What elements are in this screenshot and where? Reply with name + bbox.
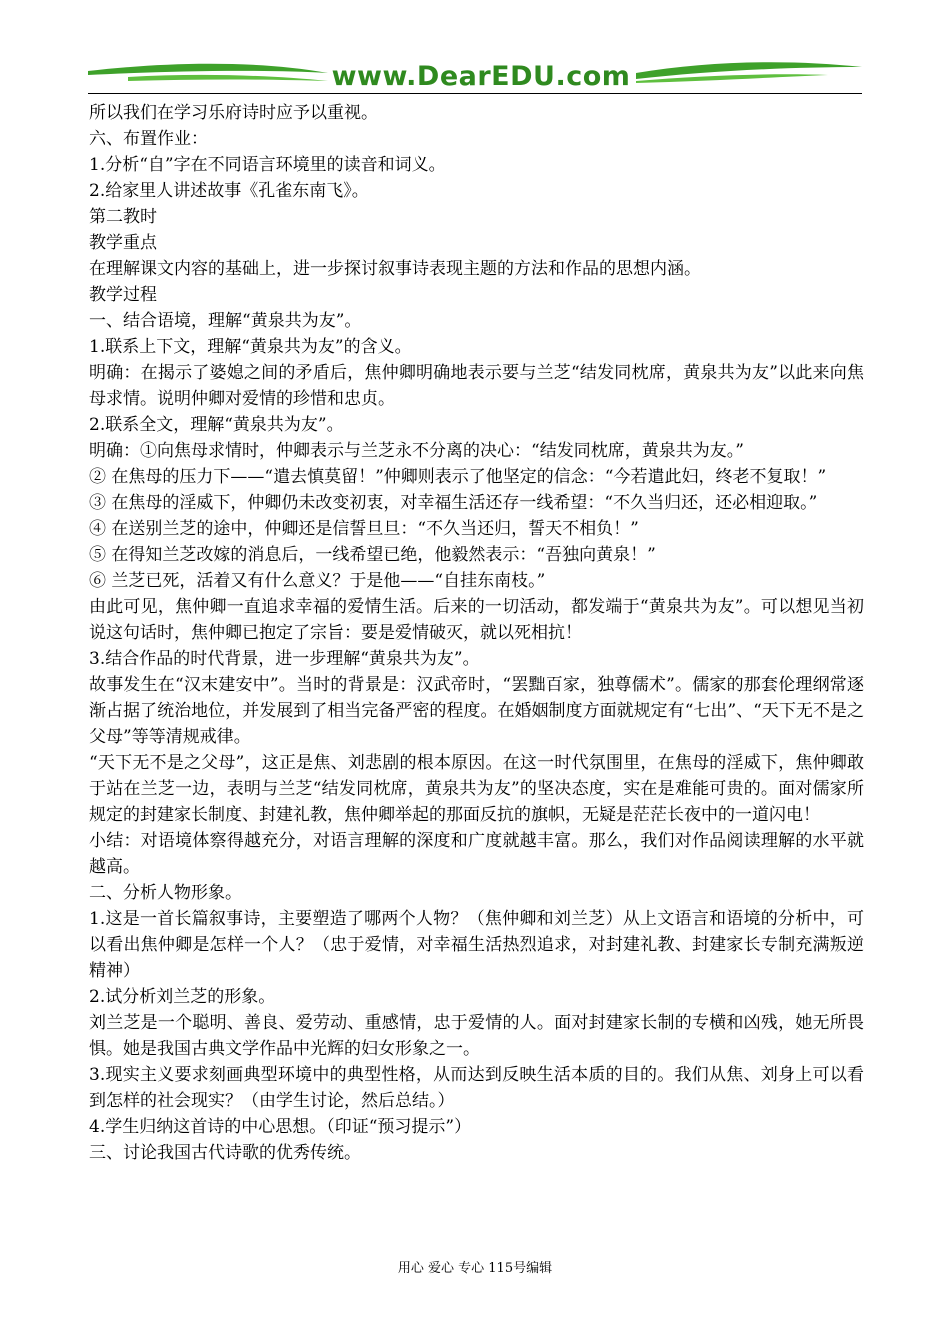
paragraph: 小结：对语境体察得越充分，对语言理解的深度和广度就越丰富。那么，我们对作品阅读理解的水平就越高。 xyxy=(89,831,864,877)
list-item: 1.分析“自”字在不同语言环境里的读音和词义。 xyxy=(89,155,446,175)
list-item: ⑤ 在得知兰芝改嫁的消息后，一线希望已绝，他毅然表示：“吾独向黄泉！” xyxy=(89,545,656,565)
paragraph: 在理解课文内容的基础上，进一步探讨叙事诗表现主题的方法和作品的思想内涵。 xyxy=(89,259,701,279)
list-item: 3.现实主义要求刻画典型环境中的典型性格，从而达到反映生活本质的目的。我们从焦、刘身上可以看到怎样的社会现实？（由学生讨论，然后总结。） xyxy=(89,1065,864,1111)
paragraph: 明确：①向焦母求情时，仲卿表示与兰芝永不分离的决心：“结发同枕席，黄泉共为友。” xyxy=(89,441,744,461)
header-rule xyxy=(88,93,862,94)
section-heading: 三、讨论我国古代诗歌的优秀传统。 xyxy=(89,1143,361,1163)
list-item: ② 在焦母的压力下——“遣去慎莫留！”仲卿则表示了他坚定的信念：“今若遣此妇，终老不复取！” xyxy=(89,467,827,487)
list-item: 3.结合作品的时代背景，进一步理解“黄泉共为友”。 xyxy=(89,649,480,669)
left-swoosh-tail xyxy=(128,75,328,81)
section-heading: 第二教时 xyxy=(89,207,157,227)
list-item: ⑥ 兰芝已死，活着又有什么意义？于是他——“自挂东南枝。” xyxy=(89,571,546,591)
list-item: 4.学生归纳这首诗的中心思想。（印证“预习提示”） xyxy=(89,1117,472,1137)
list-item: 1.联系上下文，理解“黄泉共为友”的含义。 xyxy=(89,337,412,357)
list-item: ④ 在送别兰芝的途中，仲卿还是信誓旦旦：“不久当还归，誓天不相负！” xyxy=(89,519,639,539)
paragraph: 由此可见，焦仲卿一直追求幸福的爱情生活。后来的一切活动，都发端于“黄泉共为友”。可以想见当初说这句话时，焦仲卿已抱定了宗旨：要是爱情破灭，就以死相抗！ xyxy=(89,597,864,643)
paragraph: 所以我们在学习乐府诗时应予以重视。 xyxy=(89,103,378,123)
paragraph: 明确：在揭示了婆媳之间的矛盾后，焦仲卿明确地表示要与兰芝“结发同枕席，黄泉共为友”以此来向焦母求情。说明仲卿对爱情的珍惜和忠贞。 xyxy=(89,363,864,409)
site-logo: www.DearEDU.com xyxy=(331,61,631,92)
list-item: 2.给家里人讲述故事《孔雀东南飞》。 xyxy=(89,181,369,201)
list-item: 2.联系全文，理解“黄泉共为友”。 xyxy=(89,415,344,435)
paragraph: “天下无不是之父母”，这正是焦、刘悲剧的根本原因。在这一时代氛围里，在焦母的淫威下，焦仲卿敢于站在兰芝一边，表明与兰芝“结发同枕席，黄泉共为友”的坚决态度，实在是难能可贵的。面对儒家所规定的封建家长制度、封建礼教，焦仲卿举起的那面反抗的旗帜，无疑是茫茫长夜中的一道闪电！ xyxy=(89,753,864,825)
list-item: ③ 在焦母的淫威下，仲卿仍未改变初衷，对幸福生活还存一线希望：“不久当归还，还必相迎取。” xyxy=(89,493,818,513)
page-header xyxy=(88,55,862,95)
document-body xyxy=(89,100,864,1166)
section-heading: 教学重点 xyxy=(89,233,157,253)
paragraph: 刘兰芝是一个聪明、善良、爱劳动、重感情，忠于爱情的人。面对封建家长制的专横和凶残，她无所畏惧。她是我国古典文学作品中光辉的妇女形象之一。 xyxy=(89,1013,864,1059)
section-heading: 二、分析人物形象。 xyxy=(89,883,242,903)
list-item: 2.试分析刘兰芝的形象。 xyxy=(89,987,276,1007)
paragraph: 故事发生在“汉末建安中”。当时的背景是：汉武帝时，“罢黜百家，独尊儒术”。儒家的那套伦理纲常逐渐占据了统治地位，并发展到了相当完备严密的程度。在婚姻制度方面就规定有“七出”、“天下无不是之父母”等等清规戒律。 xyxy=(89,675,864,747)
page-footer: 用心 爱心 专心 115号编辑 xyxy=(397,1261,553,1276)
left-swoosh xyxy=(88,64,328,75)
section-heading: 六、布置作业： xyxy=(89,129,208,149)
section-heading: 一、结合语境，理解“黄泉共为友”。 xyxy=(89,311,362,331)
list-item: 1.这是一首长篇叙事诗，主要塑造了哪两个人物？（焦仲卿和刘兰芝）从上文语言和语境的分析中，可以看出焦仲卿是怎样一个人？（忠于爱情，对幸福生活热烈追求，对封建礼教、封建家长专制充满叛逆精神） xyxy=(89,909,864,981)
section-heading: 教学过程 xyxy=(89,285,157,305)
